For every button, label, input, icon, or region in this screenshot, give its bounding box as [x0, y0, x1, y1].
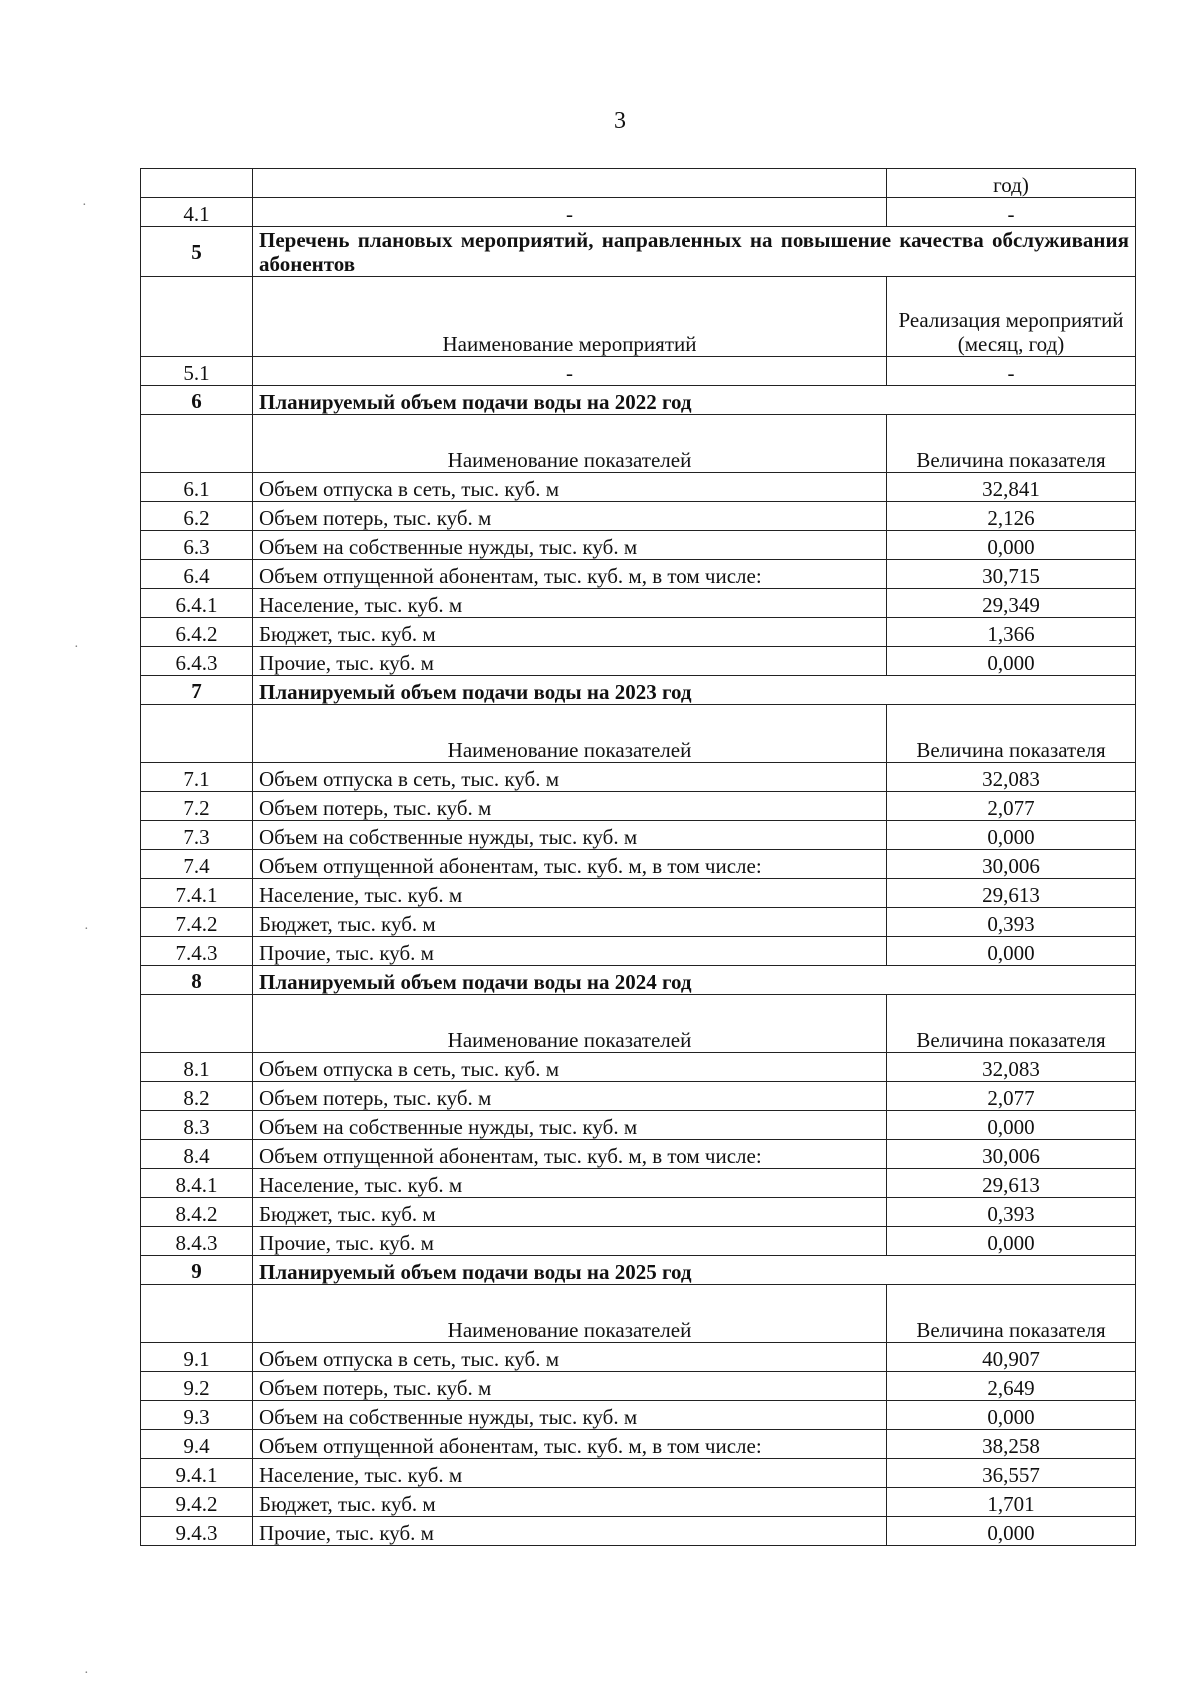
table-row: [141, 618, 1136, 647]
row-value: 29,613: [887, 1169, 1136, 1198]
row-value: 0,000: [887, 1401, 1136, 1430]
row-value: 0,000: [887, 821, 1136, 850]
table-row: [141, 169, 1136, 198]
table-row: [141, 763, 1136, 792]
row-name: Объем на собственные нужды, тыс. куб. м: [253, 1401, 887, 1430]
row-value: 0,393: [887, 908, 1136, 937]
row-name: Объем отпущенной абонентам, тыс. куб. м, в том числе:: [253, 1430, 887, 1459]
column-header-row: [141, 995, 1136, 1053]
row-number: 6.4.2: [141, 618, 253, 647]
row-name: Прочие, тыс. куб. м: [253, 1517, 887, 1546]
row-name: [253, 169, 887, 198]
row-value: 36,557: [887, 1459, 1136, 1488]
column-header-row: [141, 415, 1136, 473]
row-name: Бюджет, тыс. куб. м: [253, 1488, 887, 1517]
table-row: [141, 1111, 1136, 1140]
scan-speck: ·: [84, 922, 89, 937]
row-value: 2,126: [887, 502, 1136, 531]
row-name: Прочие, тыс. куб. м: [253, 1227, 887, 1256]
column-header-row: [141, 705, 1136, 763]
row-name: Объем на собственные нужды, тыс. куб. м: [253, 821, 887, 850]
row-number: 6.4.3: [141, 647, 253, 676]
water-supply-plan-table: [140, 168, 1136, 1546]
table-row: [141, 937, 1136, 966]
row-number: 9.3: [141, 1401, 253, 1430]
row-name: Объем на собственные нужды, тыс. куб. м: [253, 531, 887, 560]
row-value: 1,366: [887, 618, 1136, 647]
header-empty-cell: [141, 415, 253, 473]
row-number: 7.1: [141, 763, 253, 792]
row-value: 2,649: [887, 1372, 1136, 1401]
row-value: 0,000: [887, 1517, 1136, 1546]
section-title-row: [141, 966, 1136, 995]
row-number: 8.4.2: [141, 1198, 253, 1227]
row-name: Объем отпущенной абонентам, тыс. куб. м, в том числе:: [253, 1140, 887, 1169]
row-number: 7.2: [141, 792, 253, 821]
table-row: [141, 1082, 1136, 1111]
row-name: Объем отпуска в сеть, тыс. куб. м: [253, 1343, 887, 1372]
row-name: Объем потерь, тыс. куб. м: [253, 792, 887, 821]
row-number: 9.4: [141, 1430, 253, 1459]
table-row: [141, 1517, 1136, 1546]
row-number: 6.4: [141, 560, 253, 589]
row-number: 8.4: [141, 1140, 253, 1169]
row-name: Бюджет, тыс. куб. м: [253, 908, 887, 937]
row-name: -: [253, 357, 887, 386]
section-number: 8: [141, 966, 253, 995]
table-row: [141, 1488, 1136, 1517]
section-number: 6: [141, 386, 253, 415]
table-row: [141, 1198, 1136, 1227]
header-empty-cell: [141, 1285, 253, 1343]
row-value: 30,006: [887, 1140, 1136, 1169]
header-empty-cell: [141, 277, 253, 357]
column-header-row: [141, 277, 1136, 357]
table-row: [141, 821, 1136, 850]
row-name: -: [253, 198, 887, 227]
row-number: 8.2: [141, 1082, 253, 1111]
row-value: 32,083: [887, 763, 1136, 792]
row-number: 8.4.3: [141, 1227, 253, 1256]
row-number: 9.1: [141, 1343, 253, 1372]
column-header-name: Наименование показателей: [253, 995, 887, 1053]
row-number: 7.4: [141, 850, 253, 879]
column-header-value: Реализация мероприятий (месяц, год): [887, 277, 1136, 357]
row-name: Бюджет, тыс. куб. м: [253, 1198, 887, 1227]
row-name: Население, тыс. куб. м: [253, 1459, 887, 1488]
row-value: 2,077: [887, 792, 1136, 821]
row-name: Объем потерь, тыс. куб. м: [253, 502, 887, 531]
table-row: [141, 560, 1136, 589]
section-title: Планируемый объем подачи воды на 2024 год: [253, 966, 1136, 995]
table-row: [141, 879, 1136, 908]
table-row: [141, 908, 1136, 937]
row-value: -: [887, 357, 1136, 386]
row-name: Бюджет, тыс. куб. м: [253, 618, 887, 647]
column-header-name: Наименование показателей: [253, 705, 887, 763]
table-row: [141, 1140, 1136, 1169]
row-value: 32,083: [887, 1053, 1136, 1082]
section-title-row: [141, 386, 1136, 415]
row-name: Объем потерь, тыс. куб. м: [253, 1372, 887, 1401]
row-name: Объем на собственные нужды, тыс. куб. м: [253, 1111, 887, 1140]
row-value: -: [887, 198, 1136, 227]
column-header-name: Наименование мероприятий: [253, 277, 887, 357]
row-value: 0,393: [887, 1198, 1136, 1227]
row-name: Объем потерь, тыс. куб. м: [253, 1082, 887, 1111]
section-number: 5: [141, 227, 253, 277]
section-title: Планируемый объем подачи воды на 2023 год: [253, 676, 1136, 705]
row-value: 40,907: [887, 1343, 1136, 1372]
row-value: 32,841: [887, 473, 1136, 502]
table-row: [141, 589, 1136, 618]
table-row: [141, 198, 1136, 227]
row-number: 9.4.3: [141, 1517, 253, 1546]
table-row: [141, 792, 1136, 821]
table-row: [141, 473, 1136, 502]
column-header-name: Наименование показателей: [253, 1285, 887, 1343]
row-value: 0,000: [887, 1111, 1136, 1140]
section-number: 7: [141, 676, 253, 705]
row-number: 6.2: [141, 502, 253, 531]
column-header-value: Величина показателя: [887, 995, 1136, 1053]
column-header-row: [141, 1285, 1136, 1343]
table-row: [141, 1401, 1136, 1430]
row-name: Объем отпуска в сеть, тыс. куб. м: [253, 763, 887, 792]
section-title: Планируемый объем подачи воды на 2025 год: [253, 1256, 1136, 1285]
column-header-name: Наименование показателей: [253, 415, 887, 473]
row-value: 29,613: [887, 879, 1136, 908]
row-value: 30,006: [887, 850, 1136, 879]
row-name: Прочие, тыс. куб. м: [253, 647, 887, 676]
header-empty-cell: [141, 705, 253, 763]
section-title: Планируемый объем подачи воды на 2022 год: [253, 386, 1136, 415]
column-header-value: Величина показателя: [887, 415, 1136, 473]
table-row: [141, 1053, 1136, 1082]
row-value: 0,000: [887, 531, 1136, 560]
table-row: [141, 1430, 1136, 1459]
row-number: 8.3: [141, 1111, 253, 1140]
section-number: 9: [141, 1256, 253, 1285]
row-name: Объем отпущенной абонентам, тыс. куб. м, в том числе:: [253, 850, 887, 879]
column-header-value: Величина показателя: [887, 1285, 1136, 1343]
section-title: Перечень плановых мероприятий, направленных на повышение качества обслуживания абонентов: [253, 227, 1136, 277]
row-number: [141, 169, 253, 198]
table-row: [141, 850, 1136, 879]
row-value: 2,077: [887, 1082, 1136, 1111]
row-number: 7.4.2: [141, 908, 253, 937]
row-number: 9.4.2: [141, 1488, 253, 1517]
row-value: 29,349: [887, 589, 1136, 618]
page-number: 3: [614, 108, 626, 134]
table-row: [141, 531, 1136, 560]
section-title-row: [141, 676, 1136, 705]
row-number: 6.4.1: [141, 589, 253, 618]
section-title-row: [141, 227, 1136, 277]
row-name: Население, тыс. куб. м: [253, 589, 887, 618]
scan-speck: ·: [82, 198, 87, 213]
row-number: 6.1: [141, 473, 253, 502]
table-row: [141, 647, 1136, 676]
table-row: [141, 1169, 1136, 1198]
row-number: 7.4.1: [141, 879, 253, 908]
row-name: Население, тыс. куб. м: [253, 879, 887, 908]
row-name: Объем отпуска в сеть, тыс. куб. м: [253, 473, 887, 502]
row-value: 0,000: [887, 1227, 1136, 1256]
header-empty-cell: [141, 995, 253, 1053]
row-value: год): [887, 169, 1136, 198]
table-row: [141, 357, 1136, 386]
table-row: [141, 502, 1136, 531]
row-name: Население, тыс. куб. м: [253, 1169, 887, 1198]
row-number: 7.3: [141, 821, 253, 850]
row-name: Объем отпущенной абонентам, тыс. куб. м, в том числе:: [253, 560, 887, 589]
scan-speck: ·: [74, 640, 79, 655]
row-value: 0,000: [887, 647, 1136, 676]
section-title-row: [141, 1256, 1136, 1285]
row-value: 38,258: [887, 1430, 1136, 1459]
row-number: 4.1: [141, 198, 253, 227]
row-name: Прочие, тыс. куб. м: [253, 937, 887, 966]
row-number: 7.4.3: [141, 937, 253, 966]
table-row: [141, 1227, 1136, 1256]
row-number: 9.2: [141, 1372, 253, 1401]
row-number: 9.4.1: [141, 1459, 253, 1488]
row-value: 0,000: [887, 937, 1136, 966]
scan-speck: ·: [84, 1666, 89, 1681]
row-number: 6.3: [141, 531, 253, 560]
row-number: 8.1: [141, 1053, 253, 1082]
row-number: 5.1: [141, 357, 253, 386]
column-header-value: Величина показателя: [887, 705, 1136, 763]
table-row: [141, 1372, 1136, 1401]
row-number: 8.4.1: [141, 1169, 253, 1198]
table-row: [141, 1343, 1136, 1372]
row-value: 1,701: [887, 1488, 1136, 1517]
row-name: Объем отпуска в сеть, тыс. куб. м: [253, 1053, 887, 1082]
row-value: 30,715: [887, 560, 1136, 589]
table-row: [141, 1459, 1136, 1488]
